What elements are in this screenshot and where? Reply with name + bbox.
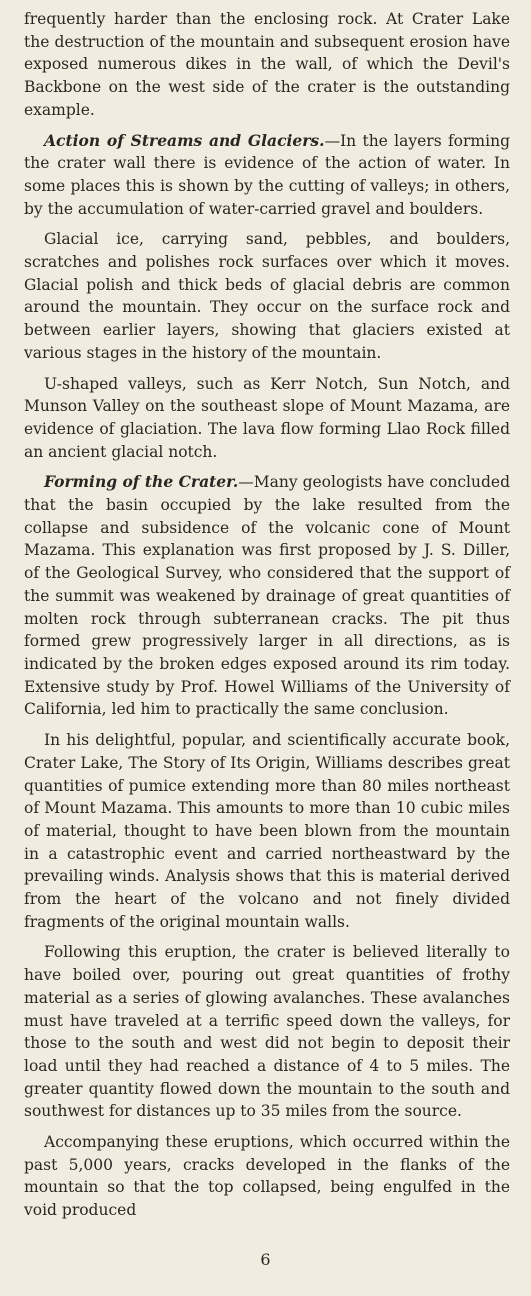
section-heading: Action of Streams and Glaciers. [44,130,325,150]
paragraph-text: U-shaped valleys, such as Kerr Notch, Sun Notch, and Munson Valley on the southeast slope of Mount Mazama, are evidence of glaciation. The lava flow forming Llao Rock filled an ancient glacial notch. [24,374,510,461]
page-number: 6 [260,1250,271,1269]
paragraph-text: In his delightful, popular, and scientifically accurate book, Crater Lake, The Story of Its Origin, Williams describes great quantities of pumice extending more than 80 miles northeast of Mount Mazama. This amounts to more than 10 cubic miles of material, thought to have been blown from the mountain in a catastrophic event and carried northeastward by the prevailing winds. Analysis shows that this is material derived from the heart of the volcano and not finely divided fragments of the original mountain walls. [24,731,510,931]
paragraph-text: —In the layers forming the crater wall there is evidence of the action of water. In some places this is shown by the cutting of valleys; in others, by the accumulation of water-carried gravel and boulders. [24,131,510,218]
page-body [24,8,510,1230]
paragraph-text: Glacial ice, carrying sand, pebbles, and boulders, scratches and polishes rock surfaces over which it moves. Glacial polish and thick beds of glacial debris are common around the mountain. They occur on the surface rock and between earlier layers, showing that glaciers existed at various stages in the history of the mountain. [24,230,510,362]
paragraph [24,471,510,721]
paragraph [24,941,510,1123]
paragraph [24,373,510,464]
section-heading: Forming of the Crater. [44,472,239,492]
paragraph [24,8,510,122]
paragraph-text: Accompanying these eruptions, which occurred within the past 5,000 years, cracks developed in the flanks of the mountain so that the top collapsed, being engulfed in the void produced [24,1133,510,1220]
paragraph-text: frequently harder than the enclosing rock. At Crater Lake the destruction of the mountain and subsequent erosion have exposed numerous dikes in the wall, of which the Devil's Backbone on the west side of the crater is the outstanding example. [24,10,510,119]
paragraph [24,729,510,933]
paragraph-text: —Many geologists have concluded that the basin occupied by the lake resulted from the collapse and subsidence of the volcanic cone of Mount Mazama. This explanation was first proposed by J. S. Diller, of the Geological Survey, who considered that the support of the summit was weakened by drainage of great quantities of molten rock through subterranean cracks. The pit thus formed grew progressively larger in all directions, as is indicated by the broken edges exposed around its rim today. Extensive study by Prof. Howel Williams of the University of California, led him to practically the same conclusion. [24,473,510,719]
paragraph [24,1131,510,1222]
paragraph [24,130,510,221]
paragraph-text: Following this eruption, the crater is believed literally to have boiled over, pouring out great quantities of frothy material as a series of glowing avalanches. These avalanches must have traveled at a terrific speed down the valleys, for those to the south and west did not begin to deposit their load until they had reached a distance of 4 to 5 miles. The greater quantity flowed down the mountain to the south and southwest for distances up to 35 miles from the source. [24,943,510,1121]
paragraph [24,228,510,364]
